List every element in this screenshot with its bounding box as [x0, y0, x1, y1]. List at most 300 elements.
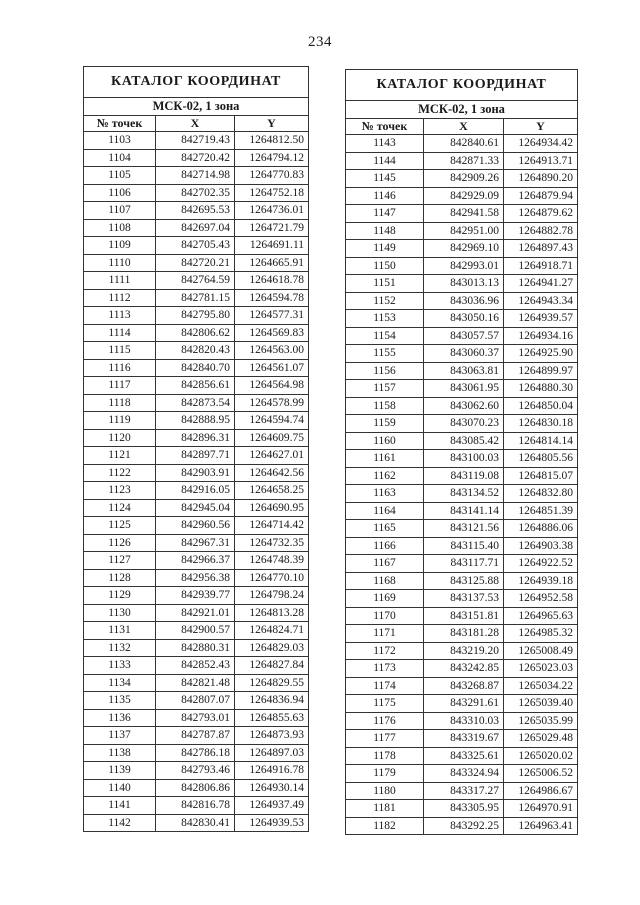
x-coordinate-cell: 842873.54: [156, 394, 235, 412]
point-number-cell: 1108: [84, 219, 156, 237]
x-coordinate-cell: 842929.09: [424, 187, 504, 205]
catalog-title: КАТАЛОГ КООРДИНАТ: [84, 67, 309, 98]
y-coordinate-cell: 1264830.18: [504, 415, 578, 433]
table-row: [84, 377, 309, 395]
table-row: [84, 482, 309, 500]
x-coordinate-cell: 843061.95: [424, 380, 504, 398]
point-number-cell: 1159: [346, 415, 424, 433]
header-x: X: [424, 119, 504, 135]
y-coordinate-cell: 1264970.91: [504, 800, 578, 818]
x-coordinate-cell: 842821.48: [156, 674, 235, 692]
x-coordinate-cell: 842909.26: [424, 170, 504, 188]
table-row: [84, 464, 309, 482]
point-number-cell: 1139: [84, 762, 156, 780]
point-number-cell: 1136: [84, 709, 156, 727]
x-coordinate-cell: 842764.59: [156, 272, 235, 290]
y-coordinate-cell: 1264934.16: [504, 327, 578, 345]
table-row: [84, 219, 309, 237]
x-coordinate-cell: 842956.38: [156, 569, 235, 587]
point-number-cell: 1134: [84, 674, 156, 692]
x-coordinate-cell: 843062.60: [424, 397, 504, 415]
y-coordinate-cell: 1264665.91: [235, 254, 309, 272]
x-coordinate-cell: 842921.01: [156, 604, 235, 622]
x-coordinate-cell: 842806.86: [156, 779, 235, 797]
y-coordinate-cell: 1264563.00: [235, 342, 309, 360]
x-coordinate-cell: 842702.35: [156, 184, 235, 202]
point-number-cell: 1180: [346, 782, 424, 800]
x-coordinate-cell: 842880.31: [156, 639, 235, 657]
x-coordinate-cell: 843242.85: [424, 660, 504, 678]
x-coordinate-cell: 842820.43: [156, 342, 235, 360]
header-point-number: № точек: [84, 116, 156, 132]
table-row: [346, 677, 578, 695]
point-number-cell: 1113: [84, 307, 156, 325]
y-coordinate-cell: 1264770.10: [235, 569, 309, 587]
table-row: [346, 660, 578, 678]
y-coordinate-cell: 1264939.53: [235, 814, 309, 832]
point-number-cell: 1135: [84, 692, 156, 710]
point-number-cell: 1133: [84, 657, 156, 675]
coordinate-catalog-left: [83, 66, 309, 832]
point-number-cell: 1176: [346, 712, 424, 730]
header-x: X: [156, 116, 235, 132]
point-number-cell: 1111: [84, 272, 156, 290]
point-number-cell: 1172: [346, 642, 424, 660]
point-number-cell: 1179: [346, 765, 424, 783]
point-number-cell: 1152: [346, 292, 424, 310]
y-coordinate-cell: 1264941.27: [504, 275, 578, 293]
y-coordinate-cell: 1264916.78: [235, 762, 309, 780]
table-row: [84, 289, 309, 307]
y-coordinate-cell: 1264879.62: [504, 205, 578, 223]
point-number-cell: 1146: [346, 187, 424, 205]
y-coordinate-cell: 1264913.71: [504, 152, 578, 170]
y-coordinate-cell: 1264903.38: [504, 537, 578, 555]
table-row: [346, 187, 578, 205]
y-coordinate-cell: 1264918.71: [504, 257, 578, 275]
y-coordinate-cell: 1264578.99: [235, 394, 309, 412]
point-number-cell: 1105: [84, 167, 156, 185]
table-row: [84, 307, 309, 325]
x-coordinate-cell: 843119.08: [424, 467, 504, 485]
x-coordinate-cell: 842941.58: [424, 205, 504, 223]
point-number-cell: 1174: [346, 677, 424, 695]
x-coordinate-cell: 843219.20: [424, 642, 504, 660]
x-coordinate-cell: 843060.37: [424, 345, 504, 363]
y-coordinate-cell: 1264561.07: [235, 359, 309, 377]
point-number-cell: 1119: [84, 412, 156, 430]
point-number-cell: 1109: [84, 237, 156, 255]
table-row: [84, 167, 309, 185]
y-coordinate-cell: 1265020.02: [504, 747, 578, 765]
point-number-cell: 1151: [346, 275, 424, 293]
point-number-cell: 1129: [84, 587, 156, 605]
point-number-cell: 1170: [346, 607, 424, 625]
table-row: [346, 555, 578, 573]
table-row: [84, 622, 309, 640]
point-number-cell: 1127: [84, 552, 156, 570]
point-number-cell: 1121: [84, 447, 156, 465]
table-row: [346, 380, 578, 398]
y-coordinate-cell: 1264658.25: [235, 482, 309, 500]
x-coordinate-cell: 842966.37: [156, 552, 235, 570]
x-coordinate-cell: 843291.61: [424, 695, 504, 713]
table-row: [84, 149, 309, 167]
point-number-cell: 1104: [84, 149, 156, 167]
y-coordinate-cell: 1264691.11: [235, 237, 309, 255]
y-coordinate-cell: 1265039.40: [504, 695, 578, 713]
table-row: [346, 467, 578, 485]
point-number-cell: 1122: [84, 464, 156, 482]
x-coordinate-cell: 843085.42: [424, 432, 504, 450]
y-coordinate-cell: 1264714.42: [235, 517, 309, 535]
y-coordinate-cell: 1264882.78: [504, 222, 578, 240]
y-coordinate-cell: 1264930.14: [235, 779, 309, 797]
x-coordinate-cell: 843324.94: [424, 765, 504, 783]
x-coordinate-cell: 843317.27: [424, 782, 504, 800]
y-coordinate-cell: 1264690.95: [235, 499, 309, 517]
x-coordinate-cell: 842786.18: [156, 744, 235, 762]
point-number-cell: 1115: [84, 342, 156, 360]
table-row: [346, 152, 578, 170]
x-coordinate-cell: 843036.96: [424, 292, 504, 310]
y-coordinate-cell: 1264939.18: [504, 572, 578, 590]
x-coordinate-cell: 842695.53: [156, 202, 235, 220]
point-number-cell: 1116: [84, 359, 156, 377]
point-number-cell: 1120: [84, 429, 156, 447]
y-coordinate-cell: 1265029.48: [504, 730, 578, 748]
y-coordinate-cell: 1264925.90: [504, 345, 578, 363]
y-coordinate-cell: 1264748.39: [235, 552, 309, 570]
x-coordinate-cell: 842939.77: [156, 587, 235, 605]
y-coordinate-cell: 1264851.39: [504, 502, 578, 520]
x-coordinate-cell: 842720.42: [156, 149, 235, 167]
y-coordinate-cell: 1264879.94: [504, 187, 578, 205]
point-number-cell: 1150: [346, 257, 424, 275]
y-coordinate-cell: 1264813.28: [235, 604, 309, 622]
y-coordinate-cell: 1264564.98: [235, 377, 309, 395]
table-row: [84, 534, 309, 552]
point-number-cell: 1128: [84, 569, 156, 587]
x-coordinate-cell: 842816.78: [156, 797, 235, 815]
table-row: [346, 257, 578, 275]
y-coordinate-cell: 1264618.78: [235, 272, 309, 290]
y-coordinate-cell: 1265035.99: [504, 712, 578, 730]
point-number-cell: 1145: [346, 170, 424, 188]
table-row: [346, 590, 578, 608]
x-coordinate-cell: 842793.46: [156, 762, 235, 780]
point-number-cell: 1126: [84, 534, 156, 552]
point-number-cell: 1144: [346, 152, 424, 170]
point-number-cell: 1173: [346, 660, 424, 678]
y-coordinate-cell: 1264934.42: [504, 135, 578, 153]
y-coordinate-cell: 1264832.80: [504, 485, 578, 503]
x-coordinate-cell: 842705.43: [156, 237, 235, 255]
point-number-cell: 1175: [346, 695, 424, 713]
y-coordinate-cell: 1264721.79: [235, 219, 309, 237]
x-coordinate-cell: 842993.01: [424, 257, 504, 275]
x-coordinate-cell: 843115.40: [424, 537, 504, 555]
table-row: [84, 604, 309, 622]
point-number-cell: 1130: [84, 604, 156, 622]
point-number-cell: 1107: [84, 202, 156, 220]
x-coordinate-cell: 842945.04: [156, 499, 235, 517]
table-row: [84, 359, 309, 377]
table-row: [84, 324, 309, 342]
x-coordinate-cell: 842856.61: [156, 377, 235, 395]
table-row: [346, 607, 578, 625]
point-number-cell: 1156: [346, 362, 424, 380]
point-number-cell: 1106: [84, 184, 156, 202]
x-coordinate-cell: 842807.07: [156, 692, 235, 710]
point-number-cell: 1168: [346, 572, 424, 590]
x-coordinate-cell: 842840.70: [156, 359, 235, 377]
x-coordinate-cell: 843125.88: [424, 572, 504, 590]
x-coordinate-cell: 842871.33: [424, 152, 504, 170]
x-coordinate-cell: 843100.03: [424, 450, 504, 468]
table-row: [346, 747, 578, 765]
point-number-cell: 1169: [346, 590, 424, 608]
point-number-cell: 1153: [346, 310, 424, 328]
y-coordinate-cell: 1264794.12: [235, 149, 309, 167]
x-coordinate-cell: 842916.05: [156, 482, 235, 500]
table-row: [84, 254, 309, 272]
x-coordinate-cell: 843151.81: [424, 607, 504, 625]
table-row: [84, 762, 309, 780]
point-number-cell: 1161: [346, 450, 424, 468]
table-row: [84, 587, 309, 605]
point-number-cell: 1182: [346, 817, 424, 835]
table-row: [84, 237, 309, 255]
y-coordinate-cell: 1264855.63: [235, 709, 309, 727]
point-number-cell: 1157: [346, 380, 424, 398]
table-row: [346, 765, 578, 783]
point-number-cell: 1171: [346, 625, 424, 643]
table-row: [346, 642, 578, 660]
point-number-cell: 1154: [346, 327, 424, 345]
table-row: [346, 275, 578, 293]
x-coordinate-cell: 842969.10: [424, 240, 504, 258]
y-coordinate-cell: 1264829.03: [235, 639, 309, 657]
x-coordinate-cell: 842714.98: [156, 167, 235, 185]
table-row: [346, 170, 578, 188]
y-coordinate-cell: 1264732.35: [235, 534, 309, 552]
x-coordinate-cell: 843181.28: [424, 625, 504, 643]
y-coordinate-cell: 1264943.34: [504, 292, 578, 310]
y-coordinate-cell: 1264899.97: [504, 362, 578, 380]
point-number-cell: 1166: [346, 537, 424, 555]
header-y: Y: [504, 119, 578, 135]
table-row: [84, 429, 309, 447]
point-number-cell: 1118: [84, 394, 156, 412]
point-number-cell: 1125: [84, 517, 156, 535]
x-coordinate-cell: 842951.00: [424, 222, 504, 240]
y-coordinate-cell: 1264986.67: [504, 782, 578, 800]
table-row: [346, 362, 578, 380]
point-number-cell: 1110: [84, 254, 156, 272]
page-number: 234: [308, 34, 332, 50]
x-coordinate-cell: 842903.91: [156, 464, 235, 482]
table-row: [84, 517, 309, 535]
y-coordinate-cell: 1264873.93: [235, 727, 309, 745]
x-coordinate-cell: 842888.95: [156, 412, 235, 430]
table-row: [84, 779, 309, 797]
table-row: [346, 537, 578, 555]
x-coordinate-cell: 842697.04: [156, 219, 235, 237]
y-coordinate-cell: 1265034.22: [504, 677, 578, 695]
x-coordinate-cell: 843063.81: [424, 362, 504, 380]
catalog-zone: МСК-02, 1 зона: [84, 98, 309, 116]
table-row: [346, 695, 578, 713]
table-row: [84, 202, 309, 220]
table-row: [346, 730, 578, 748]
x-coordinate-cell: 843050.16: [424, 310, 504, 328]
point-number-cell: 1140: [84, 779, 156, 797]
x-coordinate-cell: 842960.56: [156, 517, 235, 535]
table-row: [84, 657, 309, 675]
table-row: [84, 709, 309, 727]
y-coordinate-cell: 1264985.32: [504, 625, 578, 643]
table-row: [84, 412, 309, 430]
table-row: [84, 184, 309, 202]
x-coordinate-cell: 842852.43: [156, 657, 235, 675]
catalog-body: [84, 132, 309, 832]
y-coordinate-cell: 1264850.04: [504, 397, 578, 415]
table-row: [346, 135, 578, 153]
x-coordinate-cell: 842806.62: [156, 324, 235, 342]
x-coordinate-cell: 843325.61: [424, 747, 504, 765]
table-row: [346, 415, 578, 433]
x-coordinate-cell: 842896.31: [156, 429, 235, 447]
table-row: [346, 572, 578, 590]
point-number-cell: 1163: [346, 485, 424, 503]
x-coordinate-cell: 843268.87: [424, 677, 504, 695]
x-coordinate-cell: 842781.15: [156, 289, 235, 307]
coordinate-catalog-right: [345, 69, 578, 835]
y-coordinate-cell: 1264752.18: [235, 184, 309, 202]
header-point-number: № точек: [346, 119, 424, 135]
point-number-cell: 1167: [346, 555, 424, 573]
point-number-cell: 1131: [84, 622, 156, 640]
x-coordinate-cell: 843305.95: [424, 800, 504, 818]
y-coordinate-cell: 1264886.06: [504, 520, 578, 538]
point-number-cell: 1178: [346, 747, 424, 765]
catalog-zone: МСК-02, 1 зона: [346, 101, 578, 119]
x-coordinate-cell: 842719.43: [156, 132, 235, 150]
table-row: [84, 797, 309, 815]
table-row: [346, 222, 578, 240]
table-row: [84, 272, 309, 290]
y-coordinate-cell: 1264805.56: [504, 450, 578, 468]
x-coordinate-cell: 842787.87: [156, 727, 235, 745]
y-coordinate-cell: 1264922.52: [504, 555, 578, 573]
table-row: [84, 499, 309, 517]
table-row: [346, 800, 578, 818]
table-row: [346, 345, 578, 363]
table-row: [84, 692, 309, 710]
table-row: [346, 327, 578, 345]
y-coordinate-cell: 1264829.55: [235, 674, 309, 692]
table-row: [346, 782, 578, 800]
x-coordinate-cell: 843141.14: [424, 502, 504, 520]
point-number-cell: 1124: [84, 499, 156, 517]
x-coordinate-cell: 843292.25: [424, 817, 504, 835]
header-y: Y: [235, 116, 309, 132]
y-coordinate-cell: 1264594.74: [235, 412, 309, 430]
y-coordinate-cell: 1264827.84: [235, 657, 309, 675]
y-coordinate-cell: 1264965.63: [504, 607, 578, 625]
point-number-cell: 1143: [346, 135, 424, 153]
x-coordinate-cell: 843013.13: [424, 275, 504, 293]
x-coordinate-cell: 842900.57: [156, 622, 235, 640]
x-coordinate-cell: 843310.03: [424, 712, 504, 730]
table-row: [346, 205, 578, 223]
table-row: [84, 727, 309, 745]
point-number-cell: 1117: [84, 377, 156, 395]
y-coordinate-cell: 1265023.03: [504, 660, 578, 678]
table-row: [84, 342, 309, 360]
point-number-cell: 1112: [84, 289, 156, 307]
x-coordinate-cell: 843070.23: [424, 415, 504, 433]
x-coordinate-cell: 843319.67: [424, 730, 504, 748]
point-number-cell: 1137: [84, 727, 156, 745]
y-coordinate-cell: 1264736.01: [235, 202, 309, 220]
table-row: [346, 240, 578, 258]
catalog-body: [346, 135, 578, 835]
point-number-cell: 1147: [346, 205, 424, 223]
y-coordinate-cell: 1264963.41: [504, 817, 578, 835]
x-coordinate-cell: 843137.53: [424, 590, 504, 608]
table-row: [346, 397, 578, 415]
table-row: [84, 744, 309, 762]
table-row: [346, 712, 578, 730]
table-row: [346, 520, 578, 538]
point-number-cell: 1162: [346, 467, 424, 485]
y-coordinate-cell: 1264798.24: [235, 587, 309, 605]
y-coordinate-cell: 1264952.58: [504, 590, 578, 608]
y-coordinate-cell: 1264627.01: [235, 447, 309, 465]
point-number-cell: 1132: [84, 639, 156, 657]
table-row: [346, 817, 578, 835]
point-number-cell: 1181: [346, 800, 424, 818]
x-coordinate-cell: 842897.71: [156, 447, 235, 465]
table-row: [84, 814, 309, 832]
y-coordinate-cell: 1264897.03: [235, 744, 309, 762]
y-coordinate-cell: 1264814.14: [504, 432, 578, 450]
y-coordinate-cell: 1264890.20: [504, 170, 578, 188]
point-number-cell: 1164: [346, 502, 424, 520]
x-coordinate-cell: 842830.41: [156, 814, 235, 832]
table-row: [84, 394, 309, 412]
point-number-cell: 1158: [346, 397, 424, 415]
point-number-cell: 1149: [346, 240, 424, 258]
table-row: [346, 485, 578, 503]
y-coordinate-cell: 1265006.52: [504, 765, 578, 783]
table-row: [84, 447, 309, 465]
y-coordinate-cell: 1264939.57: [504, 310, 578, 328]
y-coordinate-cell: 1264770.83: [235, 167, 309, 185]
table-row: [346, 502, 578, 520]
table-row: [346, 292, 578, 310]
table-row: [346, 625, 578, 643]
y-coordinate-cell: 1264880.30: [504, 380, 578, 398]
x-coordinate-cell: 843057.57: [424, 327, 504, 345]
table-row: [84, 132, 309, 150]
y-coordinate-cell: 1264569.83: [235, 324, 309, 342]
point-number-cell: 1103: [84, 132, 156, 150]
table-row: [84, 639, 309, 657]
point-number-cell: 1114: [84, 324, 156, 342]
